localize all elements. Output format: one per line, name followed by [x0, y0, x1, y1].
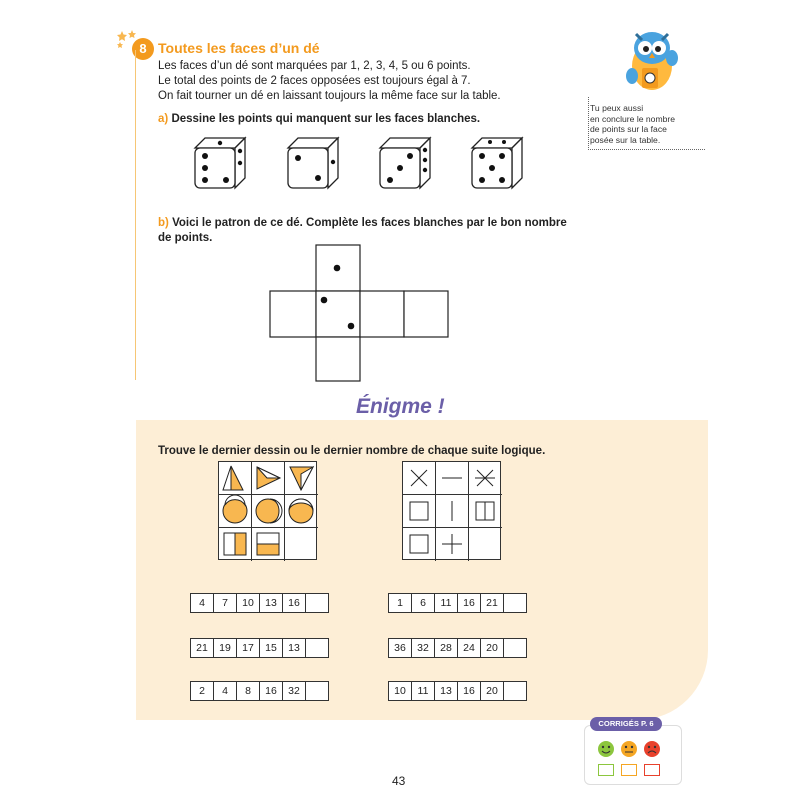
- die-2: [288, 138, 338, 188]
- seq-answer-cell[interactable]: [305, 682, 328, 700]
- seq-cell: 19: [213, 639, 236, 657]
- enigme-title: Énigme !: [356, 395, 445, 418]
- intro-line-3: On fait tourner un dé en laissant toujours la même face sur la table.: [158, 90, 501, 102]
- tip-line: Tu peux aussi: [590, 103, 644, 113]
- shape-puzzle-grid: [218, 461, 317, 560]
- tip-line: en conclure le nombre: [590, 113, 676, 124]
- tip-line: de points sur la face: [590, 124, 667, 135]
- owl-mascot-icon: [622, 28, 684, 96]
- smiley-neutral-icon: [620, 740, 638, 758]
- seq-answer-cell[interactable]: [503, 639, 526, 657]
- seq-cell: 2: [199, 685, 205, 697]
- seq-cell: 7: [213, 594, 236, 612]
- seq-cell: 20: [480, 682, 503, 700]
- grid-cell: [469, 462, 502, 495]
- seq-cell: 6: [411, 594, 434, 612]
- sequence-left-1: [190, 593, 329, 613]
- grid-cell: [469, 495, 502, 528]
- seq-cell: 4: [213, 682, 236, 700]
- tip-line: posée sur la table.: [590, 134, 661, 145]
- seq-cell: 13: [259, 594, 282, 612]
- sequence-left-2: [190, 638, 329, 658]
- seq-cell: 24: [457, 639, 480, 657]
- seq-cell: 17: [236, 639, 259, 657]
- seq-cell: 20: [480, 639, 503, 657]
- seq-cell: 36: [394, 642, 406, 654]
- seq-answer-cell[interactable]: [305, 594, 328, 612]
- enigme-instruction: Trouve le dernier dessin ou le dernier nombre de chaque suite logique.: [158, 445, 546, 457]
- seq-cell: 16: [259, 682, 282, 700]
- seq-cell: 15: [259, 639, 282, 657]
- seq-cell: 10: [394, 685, 406, 697]
- seq-answer-cell[interactable]: [503, 594, 526, 612]
- die-1: [195, 138, 245, 188]
- dice-row: [185, 132, 535, 197]
- seq-cell: 21: [480, 594, 503, 612]
- grid-cell: [436, 462, 469, 495]
- part-a-label: a): [158, 113, 169, 125]
- seq-cell: 32: [411, 639, 434, 657]
- grid-cell: [403, 495, 436, 528]
- die-net: [268, 244, 450, 384]
- smiley-happy-icon: [597, 740, 615, 758]
- grid-cell: [219, 462, 252, 495]
- tip-text: [590, 103, 675, 145]
- seq-cell: 13: [434, 682, 457, 700]
- margin-line: [135, 50, 136, 380]
- grid-cell: [436, 495, 469, 528]
- grid-cell: [285, 462, 318, 495]
- sequence-right-3: [388, 681, 527, 701]
- seq-cell: 11: [434, 594, 457, 612]
- grid-cell: [285, 495, 318, 528]
- part-a-instruction: [158, 112, 480, 127]
- grid-cell: [403, 528, 436, 561]
- grid-cell: [219, 495, 252, 528]
- part-b-instruction: [158, 216, 567, 231]
- exercise-title: Toutes les faces d’un dé: [158, 40, 320, 56]
- die-3: [380, 138, 430, 188]
- grid-cell: [252, 462, 285, 495]
- corriges-label: CORRIGÉS P. 6: [590, 717, 662, 731]
- seq-cell: 28: [434, 639, 457, 657]
- checkbox-happy[interactable]: [598, 764, 614, 776]
- smiley-sad-icon: [643, 740, 661, 758]
- part-b-label: b): [158, 217, 169, 229]
- checkbox-sad[interactable]: [644, 764, 660, 776]
- seq-cell: 21: [196, 642, 208, 654]
- intro-line-2: Le total des points de 2 faces opposées est toujours égal à 7.: [158, 75, 471, 87]
- seq-cell: 32: [282, 682, 305, 700]
- checkbox-neutral[interactable]: [621, 764, 637, 776]
- seq-cell: 10: [236, 594, 259, 612]
- page-number: 43: [392, 774, 406, 788]
- grid-cell: [219, 528, 252, 561]
- die-4: [472, 138, 522, 188]
- part-a-text: Dessine les points qui manquent sur les faces blanches.: [171, 113, 481, 125]
- grid-cell: [403, 462, 436, 495]
- sequence-left-3: [190, 681, 329, 701]
- seq-cell: 1: [397, 597, 403, 609]
- seq-cell: 16: [457, 682, 480, 700]
- part-b-instruction-line-2: de points.: [158, 232, 213, 244]
- seq-cell: 8: [236, 682, 259, 700]
- grid-cell-answer[interactable]: [469, 528, 502, 561]
- grid-cell: [252, 528, 285, 561]
- seq-cell: 11: [411, 682, 434, 700]
- intro-line-1: Les faces d’un dé sont marquées par 1, 2, 3, 4, 5 ou 6 points.: [158, 60, 471, 72]
- seq-cell: 16: [282, 594, 305, 612]
- part-b-text: Voici le patron de ce dé. Complète les faces blanches par le bon nombre: [172, 217, 567, 229]
- sequence-right-1: [388, 593, 527, 613]
- grid-cell: [252, 495, 285, 528]
- seq-cell: 4: [199, 597, 205, 609]
- seq-answer-cell[interactable]: [305, 639, 328, 657]
- grid-cell: [436, 528, 469, 561]
- seq-cell: 13: [282, 639, 305, 657]
- seq-cell: 16: [457, 594, 480, 612]
- exercise-number-badge: 8: [132, 38, 154, 60]
- line-puzzle-grid: [402, 461, 501, 560]
- sequence-right-2: [388, 638, 527, 658]
- seq-answer-cell[interactable]: [503, 682, 526, 700]
- grid-cell-answer[interactable]: [285, 528, 318, 561]
